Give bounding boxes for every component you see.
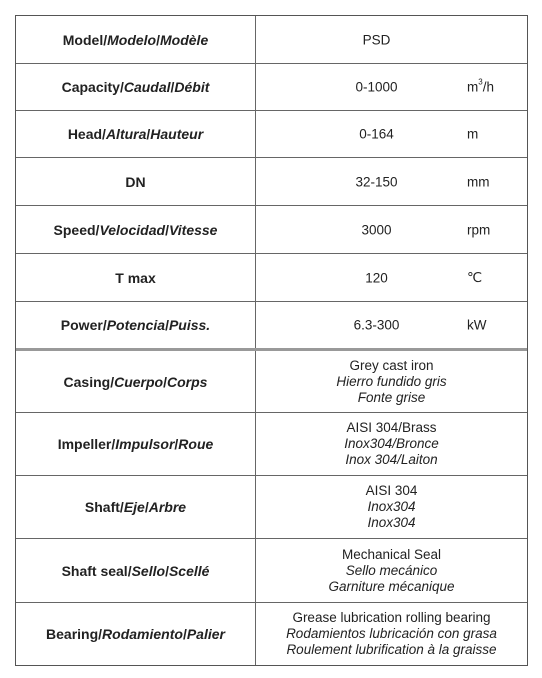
- row-unit: m: [467, 126, 479, 142]
- label-fr: Modèle: [160, 31, 209, 48]
- row-value: 120: [365, 270, 388, 285]
- label-es: Caudal: [123, 79, 171, 95]
- label-en: Bearing: [46, 626, 99, 642]
- label-es: Modelo: [107, 31, 157, 48]
- value-es: Inox304: [367, 499, 416, 514]
- label-es: Velocidad: [99, 221, 166, 238]
- row-value-cell: [256, 539, 527, 602]
- row-label: Power / Potencia / Puiss.: [16, 302, 256, 348]
- row-label: Impeller / Impulsor / Roue: [16, 413, 256, 475]
- value-en: AISI 304/Brass: [346, 420, 437, 435]
- row-unit: kW: [467, 317, 487, 333]
- value-es: Inox304/Bronce: [344, 436, 439, 451]
- label-fr: Roue: [178, 436, 214, 452]
- material-row-shaft-seal: [16, 538, 527, 602]
- row-label: Bearing / Rodamiento / Palier: [16, 603, 256, 665]
- label-fr: Corps: [167, 373, 208, 390]
- label-es: Cuerpo: [114, 373, 164, 390]
- row-value-cell: [256, 351, 527, 412]
- row-label: Model / Modelo / Modèle: [16, 16, 256, 63]
- row-value-cell: [256, 16, 527, 63]
- row-value: PSD: [362, 32, 391, 47]
- row-unit: mm: [467, 174, 490, 189]
- row-label: Shaft / Eje / Arbre: [16, 476, 256, 538]
- row-value: 3000: [361, 222, 392, 237]
- row-value: 0-1000: [355, 79, 398, 95]
- row-value: 32-150: [355, 174, 398, 189]
- spec-row-speed: [16, 205, 527, 253]
- row-value-cell: [256, 302, 527, 348]
- row-unit: [467, 77, 494, 95]
- label-fr: Débit: [174, 79, 210, 95]
- row-value-cell: [256, 413, 527, 475]
- value-en: Grease lubrication rolling bearing: [292, 610, 491, 625]
- unit-tail: /h: [482, 79, 494, 95]
- label-es: Rodamiento: [102, 626, 183, 642]
- row-unit: rpm: [467, 222, 491, 237]
- material-row-impeller: [16, 412, 527, 475]
- value-en: Grey cast iron: [349, 357, 434, 373]
- value-fr: Roulement lubrification à la graisse: [286, 642, 497, 657]
- unit-superscript: 3: [478, 77, 483, 87]
- label-en: Power: [60, 317, 103, 333]
- label-en: Model: [62, 31, 104, 48]
- row-label: [16, 254, 256, 301]
- spec-row-tmax: [16, 253, 527, 301]
- spec-row-model: [16, 16, 527, 63]
- row-label: Speed / Velocidad / Vitesse: [16, 206, 256, 253]
- spec-row-power: [16, 301, 527, 348]
- value-es: Rodamientos lubricación con grasa: [286, 626, 497, 641]
- value-fr: Inox304: [367, 515, 416, 530]
- label-fr: Hauteur: [150, 126, 204, 142]
- row-value-cell: [256, 476, 527, 538]
- unit-base: m: [467, 79, 479, 95]
- row-value-cell: [256, 64, 527, 110]
- label-fr: Scellé: [168, 562, 210, 579]
- row-value-cell: [256, 254, 527, 301]
- label-fr: Palier: [186, 626, 225, 642]
- row-value-cell: [256, 111, 527, 157]
- row-value: 6.3-300: [353, 317, 400, 333]
- label-es: Eje: [123, 499, 145, 515]
- label-es: Potencia: [106, 317, 166, 333]
- row-value: 0-164: [359, 126, 394, 142]
- value-es: Sello mecánico: [345, 562, 438, 578]
- label-en: Head: [67, 126, 103, 142]
- row-label: Head / Altura / Hauteur: [16, 111, 256, 157]
- specification-table: [15, 15, 528, 666]
- label-en: Casing: [63, 373, 111, 390]
- row-value-cell: [256, 603, 527, 665]
- label-fr: Puiss.: [168, 317, 211, 333]
- material-row-bearing: [16, 602, 527, 665]
- value-es: Hierro fundido gris: [336, 373, 447, 389]
- row-label: Capacity / Caudal / Débit: [16, 64, 256, 110]
- spec-row-head: [16, 110, 527, 157]
- label-en: DN: [125, 173, 146, 190]
- row-value-cell: [256, 206, 527, 253]
- label-es: Altura: [105, 126, 147, 142]
- label-en: Speed: [53, 221, 96, 238]
- value-fr: Inox 304/Laiton: [345, 452, 438, 467]
- material-row-shaft: [16, 475, 527, 538]
- value-en: AISI 304: [365, 483, 418, 498]
- spec-row-capacity: [16, 63, 527, 110]
- label-es: Sello: [131, 562, 166, 579]
- label-en: Shaft: [84, 499, 120, 515]
- label-fr: Arbre: [148, 499, 187, 515]
- label-en: Capacity: [61, 79, 120, 95]
- label-en: Impeller: [57, 436, 112, 452]
- spec-row-dn: [16, 157, 527, 205]
- row-label: Casing / Cuerpo / Corps: [16, 351, 256, 412]
- label-fr: Vitesse: [168, 221, 218, 238]
- value-fr: Fonte grise: [357, 389, 426, 405]
- value-fr: Garniture mécanique: [328, 578, 455, 594]
- value-en: Mechanical Seal: [341, 546, 442, 562]
- label-en: Shaft seal: [61, 562, 128, 579]
- row-label: [16, 158, 256, 205]
- row-value-cell: [256, 158, 527, 205]
- label-en: T max: [115, 269, 156, 286]
- row-label: Shaft seal / Sello / Scellé: [16, 539, 256, 602]
- row-unit: ℃: [467, 269, 483, 285]
- material-row-casing: [16, 348, 527, 412]
- label-es: Impulsor: [115, 436, 175, 452]
